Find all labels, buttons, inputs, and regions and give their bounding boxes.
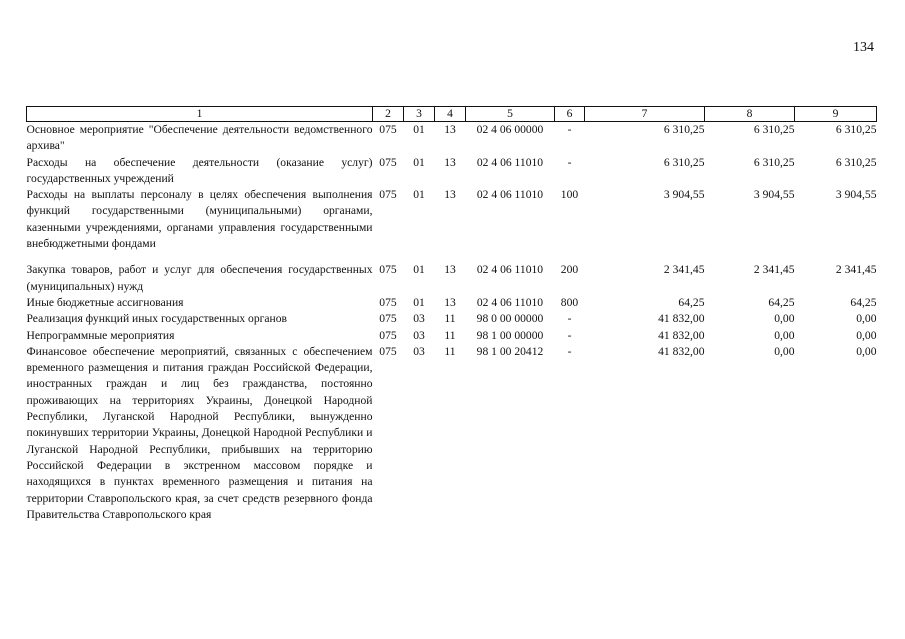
cell-target-article: 02 4 06 00000 xyxy=(476,123,544,136)
cell-section: 01 xyxy=(413,188,425,202)
cell-amount-9: 64,25 xyxy=(850,295,877,309)
spacer-cell xyxy=(27,252,877,262)
cell-amount-7: 6 310,25 xyxy=(663,155,705,169)
cell-amount-9: 0,00 xyxy=(856,344,877,358)
row-name: Финансовое обеспечение мероприятий, связанных с обеспечением временного размещения и питания граждан Российской Федерации, иностранных граждан и лиц без гражданства, постоянно проживающих на территориях Украины, Донецкой Народной Республики, Луганской Народной Республики, вынужденно покинувших территории Украины, Донецкой Народной Республики и Луганской Народной Республики, прибывших на территорию Российской Федерации в экстренном массовом порядке и находящихся в пунктах временного размещения и питания на территории Ставропольского края, за счет средств резервного фонда Правительства Ставропольского края xyxy=(26,344,373,521)
cell-amount-9: 6 310,25 xyxy=(835,155,877,169)
cell-amount-7: 2 341,45 xyxy=(663,263,705,277)
col-header-1: 1 xyxy=(27,107,373,122)
cell-expense-type: 100 xyxy=(560,188,579,202)
cell-amount-9: 3 904,55 xyxy=(835,188,877,202)
cell-target-article: 02 4 06 11010 xyxy=(476,155,544,169)
col-header-9: 9 xyxy=(795,107,877,122)
cell-admin-code: 075 xyxy=(379,344,397,358)
col-header-3: 3 xyxy=(404,107,435,122)
row-name: Непрограммные мероприятия xyxy=(26,328,175,342)
col-header-2: 2 xyxy=(373,107,404,122)
table-row xyxy=(27,344,877,523)
table-row xyxy=(27,122,877,155)
header-row xyxy=(27,107,877,122)
cell-section: 03 xyxy=(413,328,425,342)
row-name: Расходы на выплаты персоналу в целях обеспечения выполнения функций государственными (муниципальными) органами, казенными учреждениями, органами управления государственными внебюджетными фондами xyxy=(26,188,373,251)
row-name: Расходы на обеспечение деятельности (оказание услуг) государственных учреждений xyxy=(26,155,373,185)
cell-amount-9: 6 310,25 xyxy=(835,123,877,136)
cell-amount-8: 2 341,45 xyxy=(753,263,795,277)
cell-amount-8: 3 904,55 xyxy=(753,188,795,202)
cell-admin-code: 075 xyxy=(379,123,397,136)
cell-section: 01 xyxy=(413,263,425,277)
budget-table xyxy=(26,106,877,523)
cell-target-article: 98 1 00 00000 xyxy=(476,328,544,342)
table-row xyxy=(27,328,877,344)
cell-expense-type: - xyxy=(567,123,572,136)
cell-amount-7: 3 904,55 xyxy=(663,188,705,202)
cell-admin-code: 075 xyxy=(379,328,397,342)
cell-expense-type: - xyxy=(567,155,572,169)
cell-amount-8: 6 310,25 xyxy=(753,155,795,169)
cell-admin-code: 075 xyxy=(379,312,397,326)
cell-amount-7: 41 832,00 xyxy=(658,328,705,342)
cell-amount-8: 0,00 xyxy=(774,312,795,326)
cell-target-article: 02 4 06 11010 xyxy=(476,295,544,309)
cell-section: 03 xyxy=(413,312,425,326)
table-row xyxy=(27,155,877,188)
cell-subsection: 13 xyxy=(444,123,456,136)
cell-amount-8: 64,25 xyxy=(768,295,795,309)
cell-section: 01 xyxy=(413,295,425,309)
col-header-7: 7 xyxy=(585,107,705,122)
cell-amount-7: 6 310,25 xyxy=(663,123,705,136)
table-row xyxy=(27,187,877,252)
cell-target-article: 98 0 00 00000 xyxy=(476,312,544,326)
cell-target-article: 98 1 00 20412 xyxy=(476,344,544,358)
col-header-4: 4 xyxy=(435,107,466,122)
col-header-6: 6 xyxy=(555,107,585,122)
row-name: Закупка товаров, работ и услуг для обеспечения государственных (муниципальных) нужд xyxy=(26,263,373,293)
cell-target-article: 02 4 06 11010 xyxy=(476,263,544,277)
cell-expense-type: 200 xyxy=(560,263,579,277)
row-name: Иные бюджетные ассигнования xyxy=(26,295,184,309)
cell-amount-8: 0,00 xyxy=(774,344,795,358)
cell-amount-9: 2 341,45 xyxy=(835,263,877,277)
cell-subsection: 13 xyxy=(444,155,456,169)
cell-amount-7: 41 832,00 xyxy=(658,312,705,326)
cell-amount-8: 6 310,25 xyxy=(753,123,795,136)
cell-subsection: 11 xyxy=(444,328,456,342)
cell-amount-7: 64,25 xyxy=(678,295,705,309)
cell-section: 03 xyxy=(413,344,425,358)
cell-expense-type: 800 xyxy=(560,295,579,309)
cell-amount-8: 0,00 xyxy=(774,328,795,342)
row-spacer xyxy=(27,252,877,262)
cell-amount-9: 0,00 xyxy=(856,328,877,342)
cell-amount-9: 0,00 xyxy=(856,312,877,326)
cell-section: 01 xyxy=(413,123,425,136)
cell-admin-code: 075 xyxy=(379,155,397,169)
cell-expense-type: - xyxy=(567,312,572,326)
cell-subsection: 13 xyxy=(444,188,456,202)
row-name: Основное мероприятие "Обеспечение деятельности ведомственного архива" xyxy=(26,123,373,153)
cell-subsection: 13 xyxy=(444,263,456,277)
cell-subsection: 13 xyxy=(444,295,456,309)
page-number: 134 xyxy=(853,40,874,55)
row-name: Реализация функций иных государственных органов xyxy=(26,312,288,326)
table-row xyxy=(27,295,877,311)
cell-expense-type: - xyxy=(567,344,572,358)
table-row xyxy=(27,262,877,295)
cell-amount-7: 41 832,00 xyxy=(658,344,705,358)
col-header-8: 8 xyxy=(705,107,795,122)
cell-subsection: 11 xyxy=(444,344,456,358)
cell-admin-code: 075 xyxy=(379,188,397,202)
cell-admin-code: 075 xyxy=(379,263,397,277)
col-header-5: 5 xyxy=(466,107,555,122)
cell-section: 01 xyxy=(413,155,425,169)
cell-target-article: 02 4 06 11010 xyxy=(476,188,544,202)
table-row xyxy=(27,311,877,327)
cell-admin-code: 075 xyxy=(379,295,397,309)
cell-subsection: 11 xyxy=(444,312,456,326)
cell-expense-type: - xyxy=(567,328,572,342)
